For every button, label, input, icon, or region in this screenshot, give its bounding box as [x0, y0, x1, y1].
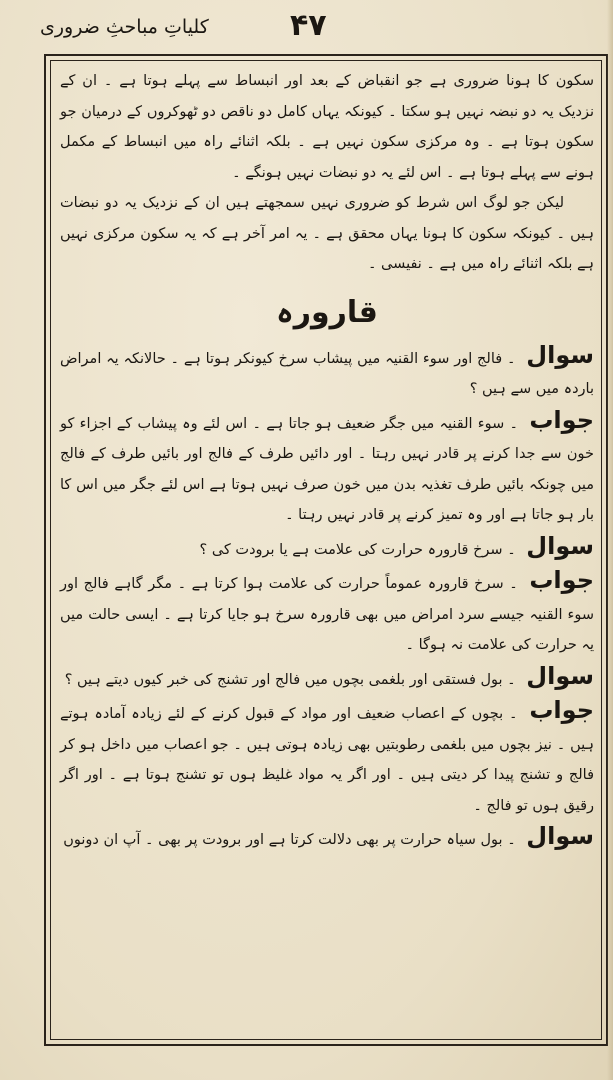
- answer-text: ۔ سرخ قارورہ عموماً حرارت کی علامت ہوا کرتا ہے ۔ مگر گاہے فالج اور سوء القنیہ جیسے سرد امراض میں بھی قارورہ سرخ ہو جایا کرتا ہے ۔ ایسی حالت میں یہ حرارت کی علامت نہ ہوگا ۔: [60, 576, 594, 653]
- section-heading: قارورہ: [276, 294, 378, 330]
- question-text: ۔ بول فستقی اور بلغمی بچوں میں فالج اور تشنج کی خبر کیوں دیتے ہیں ؟: [64, 671, 521, 688]
- answer-label: جواب: [529, 566, 594, 594]
- answer-text: ۔ سوء القنیہ میں جگر ضعیف ہو جاتا ہے ۔ اس لئے وہ پیشاب کے اجزاء کو خون سے جدا کرنے پر قادر نہیں رہتا ۔ اور دائیں طرف کے فالج اور بائیں طرف کے فالج میں چونکہ بائیں طرف تغذیہ بدن میں خون صرف نہیں ہوتا ہے اس لئے جگر میں اس کا بار ہو جاتا ہے اور وہ تمیز کرنے پر قادر نہیں رہتا ۔: [60, 415, 594, 523]
- intro-paragraph: سکون کا ہونا ضروری ہے جو انقباض کے بعد اور انبساط سے پہلے ہوتا ہے ۔ ان کے نزدیک یہ دو نبضہ نہیں ہو سکتا ۔ کیونکہ یہاں کامل دو ناقص دو ٹھوکروں کے درمیان جو سکون ہوتا ہے ۔ وہ مرکزی سکون نہیں ہے ۔ بلکہ اثنائے راہ میں انبساط کے مکمل ہونے سے پہلے ہوتا ہے ۔ اس لئے یہ دو نبضات نہیں ہونگے ۔: [60, 73, 594, 181]
- qa-item: [60, 531, 594, 566]
- qa-item: [60, 340, 594, 405]
- qa-item: [60, 695, 594, 821]
- running-title: کلیاتِ مباحثِ ضروری: [40, 16, 209, 38]
- question-text: ۔ بول سیاہ حرارت پر بھی دلالت کرتا ہے اور برودت پر بھی ۔ آپ ان دونوں: [63, 832, 521, 848]
- page-body: [60, 66, 594, 1032]
- page-header: [40, 8, 583, 48]
- question-label: سوال: [526, 661, 594, 690]
- qa-item: [60, 821, 594, 856]
- qa-item: [60, 565, 594, 661]
- question-text: ۔ سرخ قارورہ حرارت کی علامت ہے یا برودت کی ؟: [199, 541, 521, 558]
- answer-text: ۔ بچوں کے اعصاب ضعیف اور مواد کے قبول کرنے کے لئے زیادہ آمادہ ہوتے ہیں ۔ نیز بچوں میں بلغمی رطوبتیں بھی زیادہ ہوتی ہیں ۔ جو اعصاب میں داخل ہو کر فالج و تشنج پیدا کر دیتی ہیں ۔ اور اگر یہ مواد غلیظ ہوں تو تشنج ہوتا ہے ۔ اور اگر رقیق ہوں تو فالج ۔: [60, 706, 594, 814]
- page-number: ۴۷: [290, 8, 327, 43]
- qa-item: [60, 661, 594, 696]
- answer-label: جواب: [529, 696, 594, 724]
- question-text: ۔ فالج اور سوء القنیہ میں پیشاب سرخ کیونکر ہوتا ہے ۔ حالانکہ یہ امراض باردہ میں سے ہیں ؟: [60, 350, 594, 397]
- page-edge-shadow: [607, 0, 613, 1080]
- intro-paragraph: لیکن جو لوگ اس شرط کو ضروری نہیں سمجھتے ہیں ان کے نزدیک یہ دو نبضات ہیں ۔ کیونکہ سکون کا ہونا یہاں محقق ہے ۔ یہ امر آخر ہے کہ یہ سکون مرکزی نہیں ہے بلکہ اثنائے راہ میں ہے ۔ نفیسی ۔: [60, 195, 594, 272]
- qa-item: [60, 405, 594, 531]
- question-label: سوال: [526, 531, 594, 560]
- question-label: سوال: [526, 822, 594, 850]
- question-label: سوال: [526, 340, 594, 369]
- answer-label: جواب: [529, 405, 594, 434]
